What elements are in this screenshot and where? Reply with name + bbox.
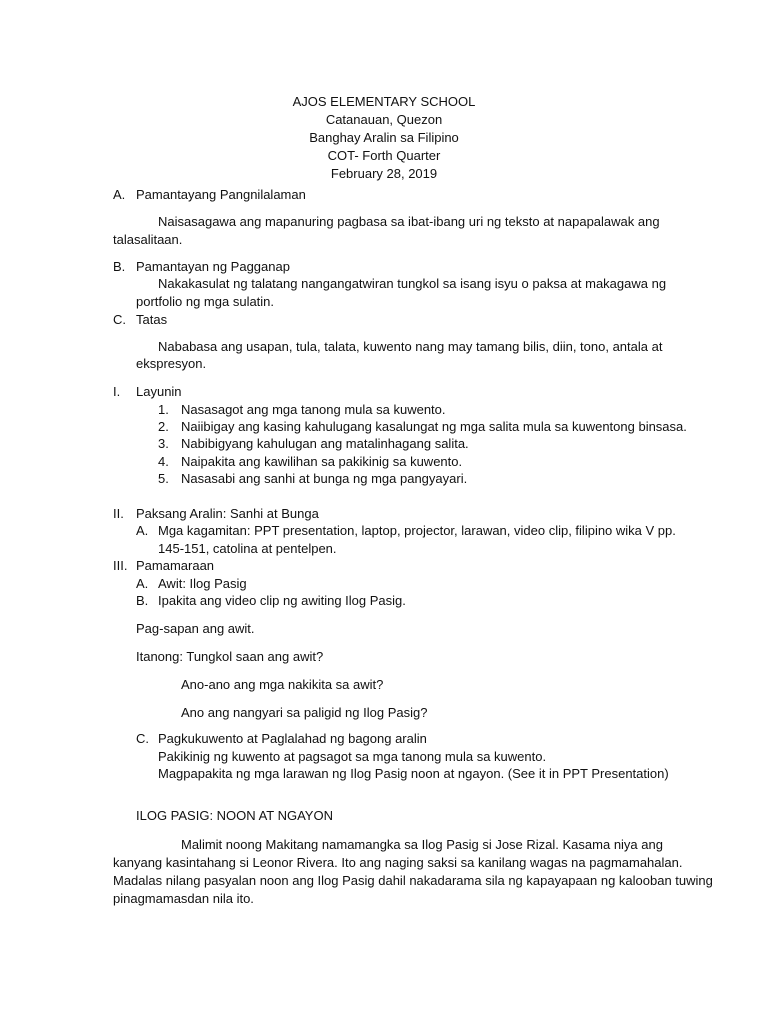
section-b-text: Nakakasulat ng talatang nangangatwiran tungkol sa isang isyu o paksa at makagawa ng [158,276,667,291]
story-paragraph-line: kanyang kasintahang si Leonor Rivera. Ito ang naging saksi sa kanilang wagas na pagmamahalan. [113,855,683,870]
section-c-marker: C. [113,312,126,327]
itanong-text: Itanong: Tungkol saan ang awit? [136,649,324,664]
procedure-marker: A. [136,576,149,591]
section-b-title: Pamantayan ng Pagganap [136,259,290,274]
section-b-text-cont: portfolio ng mga sulatin. [136,294,275,309]
list-number: 5. [158,471,169,486]
procedure-marker: B. [136,593,149,608]
section-b-marker: B. [113,259,126,274]
paksa-title: Paksang Aralin: Sanhi at Bunga [136,506,319,521]
list-number: 4. [158,454,169,469]
procedure-item: Awit: Ilog Pasig [158,576,247,591]
section-a-text: Naisasagawa ang mapanuring pagbasa sa ibat-ibang uri ng teksto at napapalawak ang [158,214,660,229]
lesson-subject: Banghay Aralin sa Filipino [309,130,459,145]
section-a-text-cont: talasalitaan. [113,232,183,247]
question-item: Ano ang nangyari sa paligid ng Ilog Pasig? [181,705,428,720]
materials-text: Mga kagamitan: PPT presentation, laptop, projector, larawan, video clip, filipino wika V pp. [158,523,676,538]
story-paragraph-line: Malimit noong Makitang namamangka sa Ilog Pasig si Jose Rizal. Kasama niya ang [181,837,663,852]
section-c-title: Tatas [136,312,168,327]
materials-text-cont: 145-151, catolina at pentelpen. [158,541,337,556]
procedure-c-text: Pakikinig ng kuwento at pagsagot sa mga tanong mula sa kuwento. [158,749,547,764]
list-number: 3. [158,436,169,451]
list-number: 1. [158,402,169,417]
lesson-quarter: COT- Forth Quarter [327,148,441,163]
procedure-c-text: Magpapakita ng mga larawan ng Ilog Pasig noon at ngayon. (See it in PPT Presentation) [158,766,669,781]
objective-item: Nasasagot ang mga tanong mula sa kuwento. [181,402,446,417]
section-c-text-cont: ekspresyon. [136,356,207,371]
layunin-marker: I. [113,384,121,399]
paksa-sub-marker: A. [136,523,149,538]
pamamaraan-marker: III. [113,558,128,573]
section-a-title: Pamantayang Pangnilalaman [136,187,306,202]
question-item: Ano-ano ang mga nakikita sa awit? [181,677,384,692]
layunin-title: Layunin [136,384,182,399]
section-c-text: Nababasa ang usapan, tula, talata, kuwento nang may tamang bilis, diin, tono, antala at [158,339,663,354]
objective-item: Naiibigay ang kasing kahulugang kasalungat ng mga salita mula sa kuwentong binsasa. [181,419,687,434]
section-a-marker: A. [113,187,126,202]
list-number: 2. [158,419,169,434]
paksa-marker: II. [113,506,124,521]
lesson-date: February 28, 2019 [330,166,438,181]
story-paragraph-line: Madalas nilang pasyalan noon ang Ilog Pasig dahil nakadarama sila ng kapayapaan ng kalooban tuwing [113,873,713,888]
objective-item: Nabibigyang kahulugan ang matalinhagang salita. [181,436,469,451]
pamamaraan-title: Pamamaraan [136,558,215,573]
procedure-c-title: Pagkukuwento at Paglalahad ng bagong aralin [158,731,427,746]
objective-item: Nasasabi ang sanhi at bunga ng mga pangyayari. [181,471,468,486]
procedure-item: Ipakita ang video clip ng awiting Ilog Pasig. [158,593,406,608]
story-paragraph-line: pinagmamasdan nila ito. [113,891,254,906]
objective-item: Naipakita ang kawilihan sa pakikinig sa kuwento. [181,454,463,469]
procedure-c-marker: C. [136,731,149,746]
school-name: AJOS ELEMENTARY SCHOOL [292,94,476,109]
pagsapan-text: Pag-sapan ang awit. [136,621,255,636]
story-title: ILOG PASIG: NOON AT NGAYON [136,808,333,823]
school-location: Catanauan, Quezon [325,112,443,127]
